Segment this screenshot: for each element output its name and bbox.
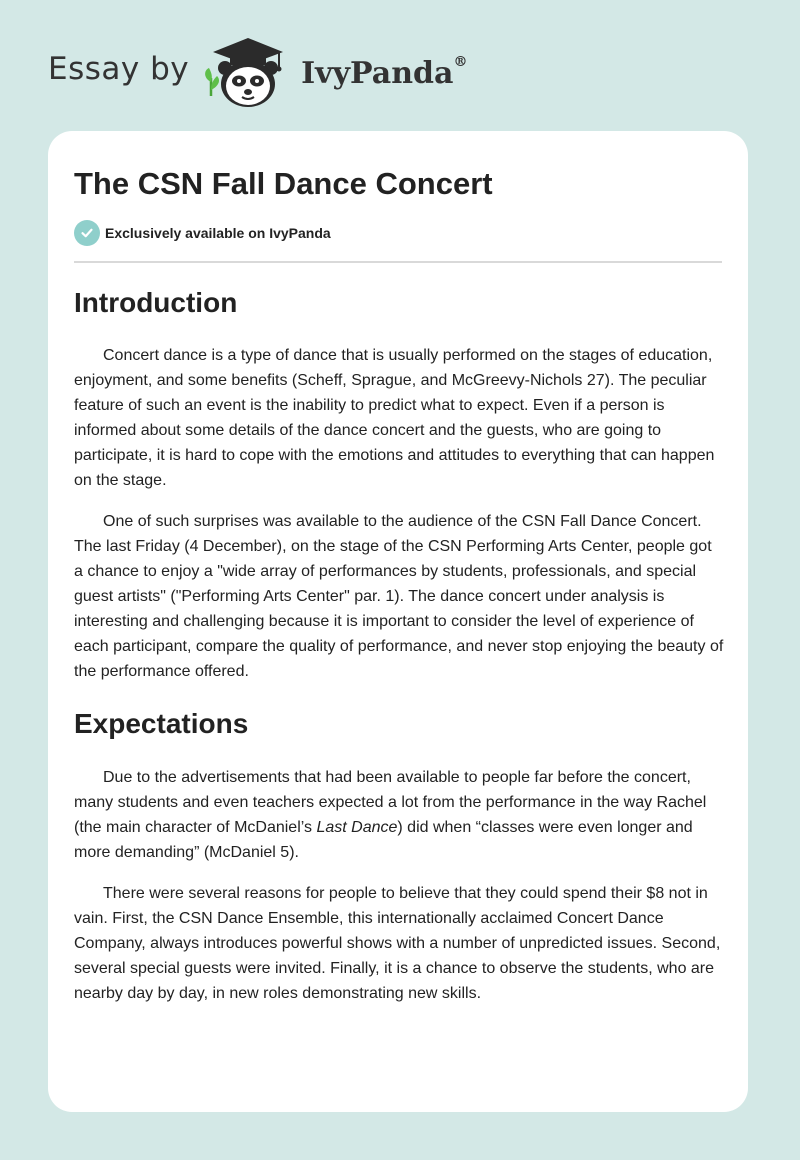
- section-heading: Introduction: [74, 287, 238, 318]
- brand-name: IvyPanda®: [301, 53, 468, 91]
- bamboo-leaf-icon: [205, 68, 219, 96]
- essay-body: [74, 279, 724, 1006]
- section-heading: Expectations: [74, 708, 249, 739]
- paragraph: There were several reasons for people to believe that they could spend their $8 not in vain. First, the CSN Dance Ensemble, this internationally acclaimed Concert Dance Company, always introduces powerful shows with a number of unpredicted issues. Second, several special guests were invited. Finally, it is a chance to observe the students, who are nearby day by day, in new roles demonstrating new skills.: [74, 885, 721, 1002]
- badge-label: Exclusively available on IvyPanda: [105, 225, 331, 241]
- exclusive-badge: [74, 220, 331, 246]
- site-header: [48, 34, 768, 110]
- essay-title: The CSN Fall Dance Concert: [74, 166, 493, 201]
- paragraph: Concert dance is a type of dance that is usually performed on the stages of education, enjoyment, and some benefits (Scheff, Sprague, and McGreevy-Nichols 27). The peculiar feature of such an event is the inability to predict what to expect. Even if a person is informed about some details of the dance concert and the guests, who are going to participate, it is hard to cope with the emotions and attitudes to everything that can happen on the stage.: [74, 347, 715, 489]
- paragraph: Due to the advertisements that had been available to people far before the concert, many students and even teachers expected a lot from the performance in the way Rachel (the main character of McDaniel’s Last Dance) did when “classes were even longer and more demanding” (McDaniel 5).: [74, 769, 707, 861]
- panda-logo-icon: [205, 34, 295, 110]
- essay-card: [48, 131, 748, 1112]
- essay-by-label: Essay by: [48, 51, 190, 87]
- divider: [74, 261, 722, 263]
- check-icon: [74, 220, 100, 246]
- section-expectations: [74, 700, 724, 1006]
- section-introduction: [74, 279, 724, 684]
- registered-mark: ®: [453, 53, 468, 70]
- book-title: Last Dance: [316, 819, 398, 836]
- paragraph: One of such surprises was available to the audience of the CSN Fall Dance Concert. The last Friday (4 December), on the stage of the CSN Performing Arts Center, people got a chance to enjoy a "wide array of performances by students, professionals, and special guest artists" ("Performing Arts Center" par. 1). The dance concert under analysis is interesting and challenging because it is important to consider the level of experience of each participant, compare the quality of performance, and never stop enjoying the beauty of the performance offered.: [74, 513, 724, 680]
